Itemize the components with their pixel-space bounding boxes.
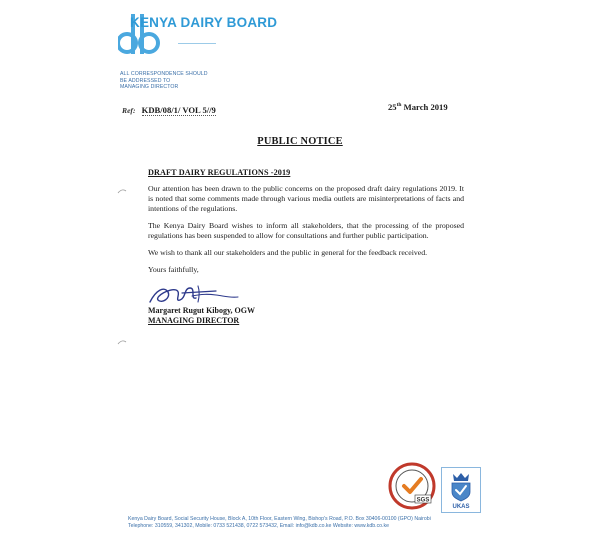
- reference-number: KDB/08/1/ VOL 5//9: [141, 105, 216, 115]
- date-suffix: th: [396, 102, 402, 109]
- correspondence-line: BE ADDRESSED TO: [120, 77, 171, 84]
- signature-icon: [146, 282, 242, 308]
- ukas-certification-badge: [441, 467, 481, 513]
- notice-title: PUBLIC NOTICE: [257, 136, 343, 147]
- tagline-divider: [178, 43, 216, 44]
- signatory-position: MANAGING DIRECTOR: [148, 316, 240, 325]
- footer-contacts: Telephone: 310559, 341302, Mobile: 0733 521438, 0722 573432, Email: info@kdb.co.ke Website: www.kdb.co.ke: [128, 523, 389, 530]
- letterhead-logo: [118, 8, 278, 58]
- letter-date: [388, 102, 448, 112]
- sgs-label: SGS: [416, 497, 430, 504]
- date-day: 25: [388, 102, 397, 112]
- correspondence-note: [120, 71, 208, 91]
- footer-address: Kenya Dairy Board, Social Security House, Block A, 10th Floor, Eastern Wing, Bishop's Road, P.O. Box 30406-00100 (GPO) Nairobi: [128, 516, 431, 522]
- punch-hole-icon: [117, 339, 127, 345]
- notice-paragraph: Our attention has been drawn to the public concerns on the proposed draft dairy regulations 2019. It is noted that some comments made through various media outlets are misinterpretations of facts and intentions of the regulations.: [148, 184, 464, 214]
- letter-footer: [128, 516, 480, 531]
- reference-line: [122, 105, 216, 115]
- organization-name: KENYA DAIRY BOARD: [130, 15, 278, 30]
- notice-paragraph: The Kenya Dairy Board wishes to inform all stakeholders, that the processing of the proposed regulations has been suspended to allow for consultations and further public participation.: [148, 221, 464, 241]
- signatory-name: Margaret Rugut Kibogy, OGW: [148, 306, 255, 315]
- date-rest: March 2019: [401, 102, 448, 112]
- sgs-certification-icon: [388, 462, 436, 510]
- reference-label: Ref:: [122, 106, 136, 115]
- ukas-label: UKAS: [452, 504, 470, 510]
- punch-hole-icon: [117, 188, 127, 194]
- notice-paragraph: We wish to thank all our stakeholders and the public in general for the feedback received.: [148, 248, 428, 257]
- correspondence-line: MANAGING DIRECTOR: [120, 84, 179, 91]
- closing-salutation: Yours faithfully,: [148, 265, 199, 274]
- correspondence-line: ALL CORRESPONDENCE SHOULD: [120, 71, 208, 77]
- notice-subject: DRAFT DAIRY REGULATIONS -2019: [148, 168, 291, 177]
- ukas-certification-icon: [442, 468, 480, 512]
